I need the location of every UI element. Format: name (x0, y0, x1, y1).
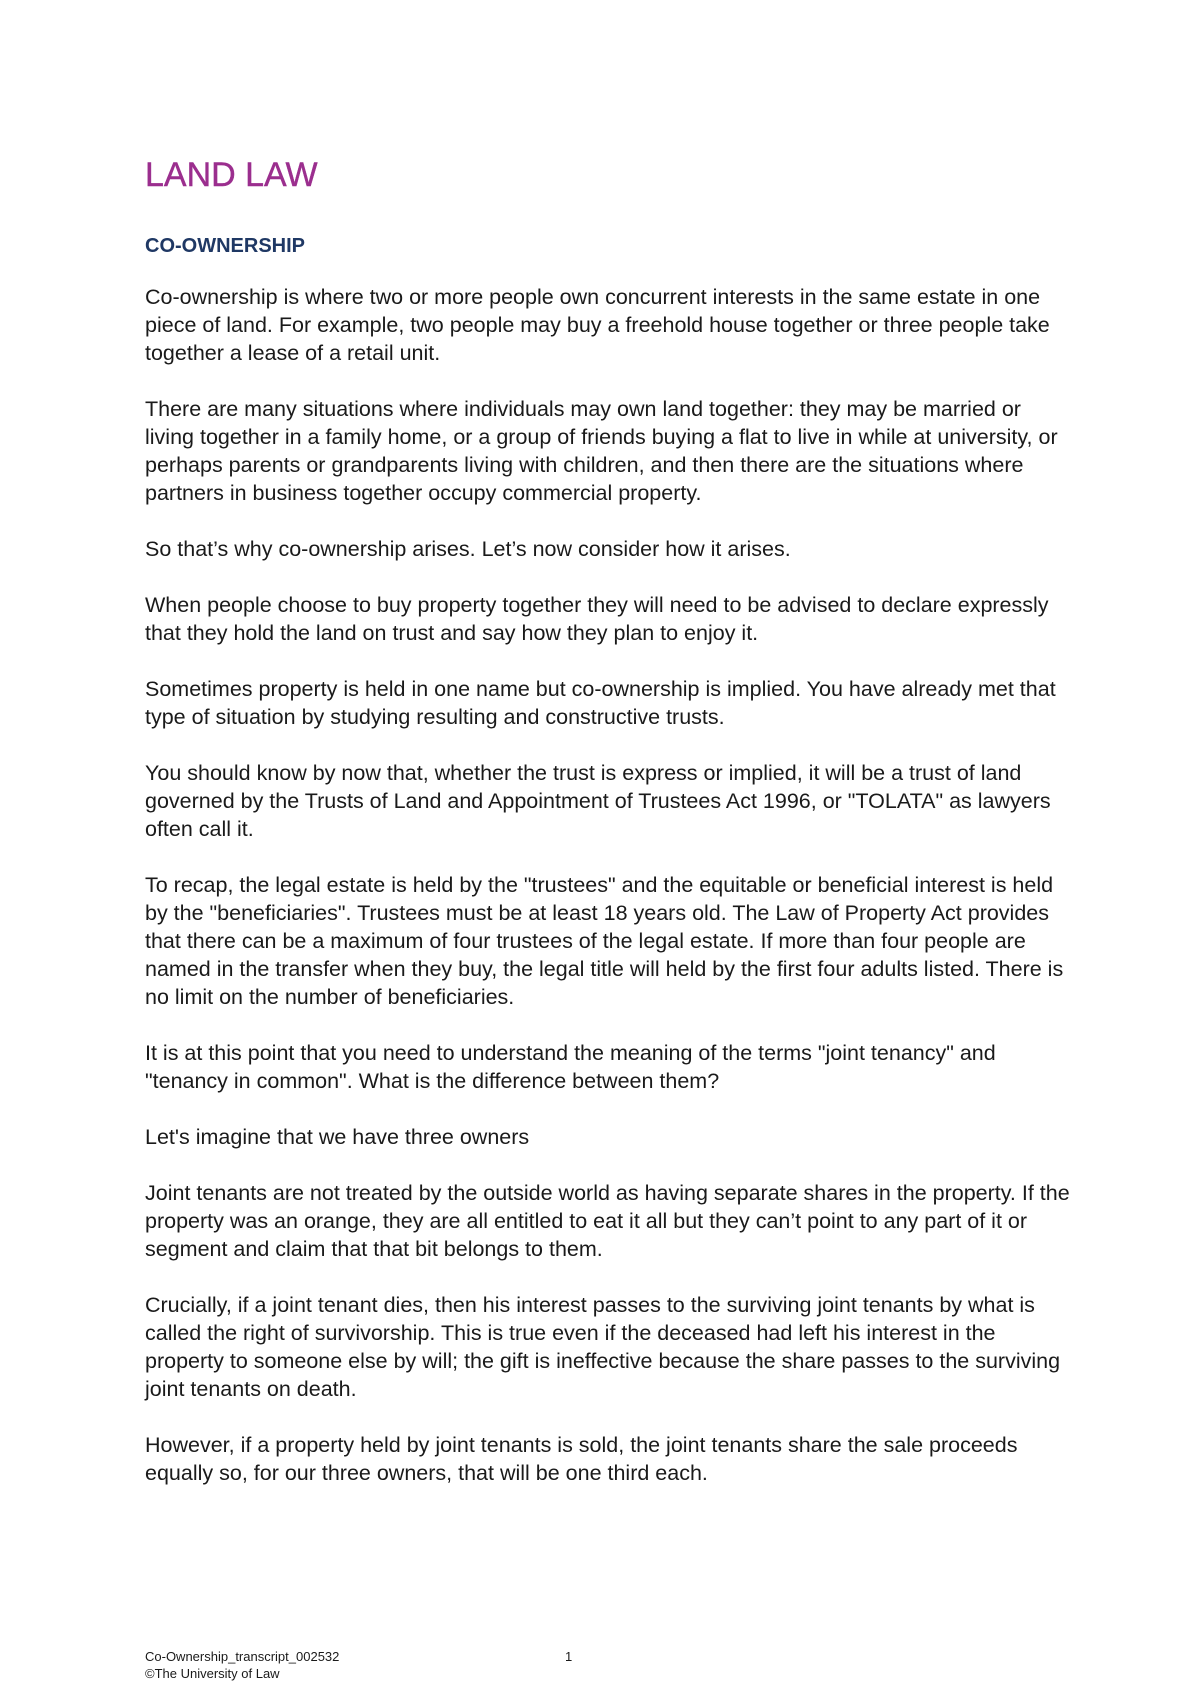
paragraph: Co-ownership is where two or more people own concurrent interests in the same estate in one piece of land. For example, two people may buy a freehold house together or three people take together a lease of a retail unit. (145, 285, 1050, 365)
page-footer (145, 1648, 945, 1682)
footer-row (145, 1648, 945, 1665)
footer-copyright: ©The University of Law (145, 1666, 280, 1681)
section-heading: CO-OWNERSHIP (145, 235, 305, 257)
paragraph: There are many situations where individuals may own land together: they may be married or living together in a family home, or a group of friends buying a flat to live in while at university, or perhaps parents or grandparents living with children, and then there are the situations where partners in business together occupy commercial property. (145, 397, 1058, 505)
document-content (145, 155, 1075, 1487)
document-title: LAND LAW (145, 156, 318, 194)
footer-document-reference: Co-Ownership_transcript_002532 (145, 1649, 340, 1664)
paragraph: You should know by now that, whether the trust is express or implied, it will be a trust of land governed by the Trusts of Land and Appointment of Trustees Act 1996, or "TOLATA" as lawyers often call it. (145, 761, 1051, 841)
paragraph: Crucially, if a joint tenant dies, then his interest passes to the surviving joint tenants by what is called the right of survivorship. This is true even if the deceased had left his interest in the property to someone else by will; the gift is ineffective because the share passes to the surviving joint tenants on death. (145, 1293, 1061, 1401)
paragraph: Sometimes property is held in one name but co-ownership is implied. You have already met that type of situation by studying resulting and constructive trusts. (145, 677, 1056, 729)
paragraph: When people choose to buy property together they will need to be advised to declare expressly that they hold the land on trust and say how they plan to enjoy it. (145, 593, 1049, 645)
paragraph: Let's imagine that we have three owners (145, 1125, 530, 1149)
paragraph: However, if a property held by joint tenants is sold, the joint tenants share the sale proceeds equally so, for our three owners, that will be one third each. (145, 1433, 1018, 1485)
paragraph: So that’s why co-ownership arises. Let’s now consider how it arises. (145, 537, 791, 561)
footer-page-number: 1 (565, 1649, 573, 1664)
paragraph: To recap, the legal estate is held by the "trustees" and the equitable or beneficial interest is held by the "beneficiaries". Trustees must be at least 18 years old. The Law of Property Act provides that there can be a maximum of four trustees of the legal estate. If more than four people are named in the transfer when they buy, the legal title will held by the first four adults listed. There is no limit on the number of beneficiaries. (145, 873, 1064, 1009)
paragraph: It is at this point that you need to understand the meaning of the terms "joint tenancy" and "tenancy in common". What is the difference between them? (145, 1041, 996, 1093)
paragraph: Joint tenants are not treated by the outside world as having separate shares in the property. If the property was an orange, they are all entitled to eat it all but they can’t point to any part of it or segment and claim that that bit belongs to them. (145, 1181, 1070, 1261)
